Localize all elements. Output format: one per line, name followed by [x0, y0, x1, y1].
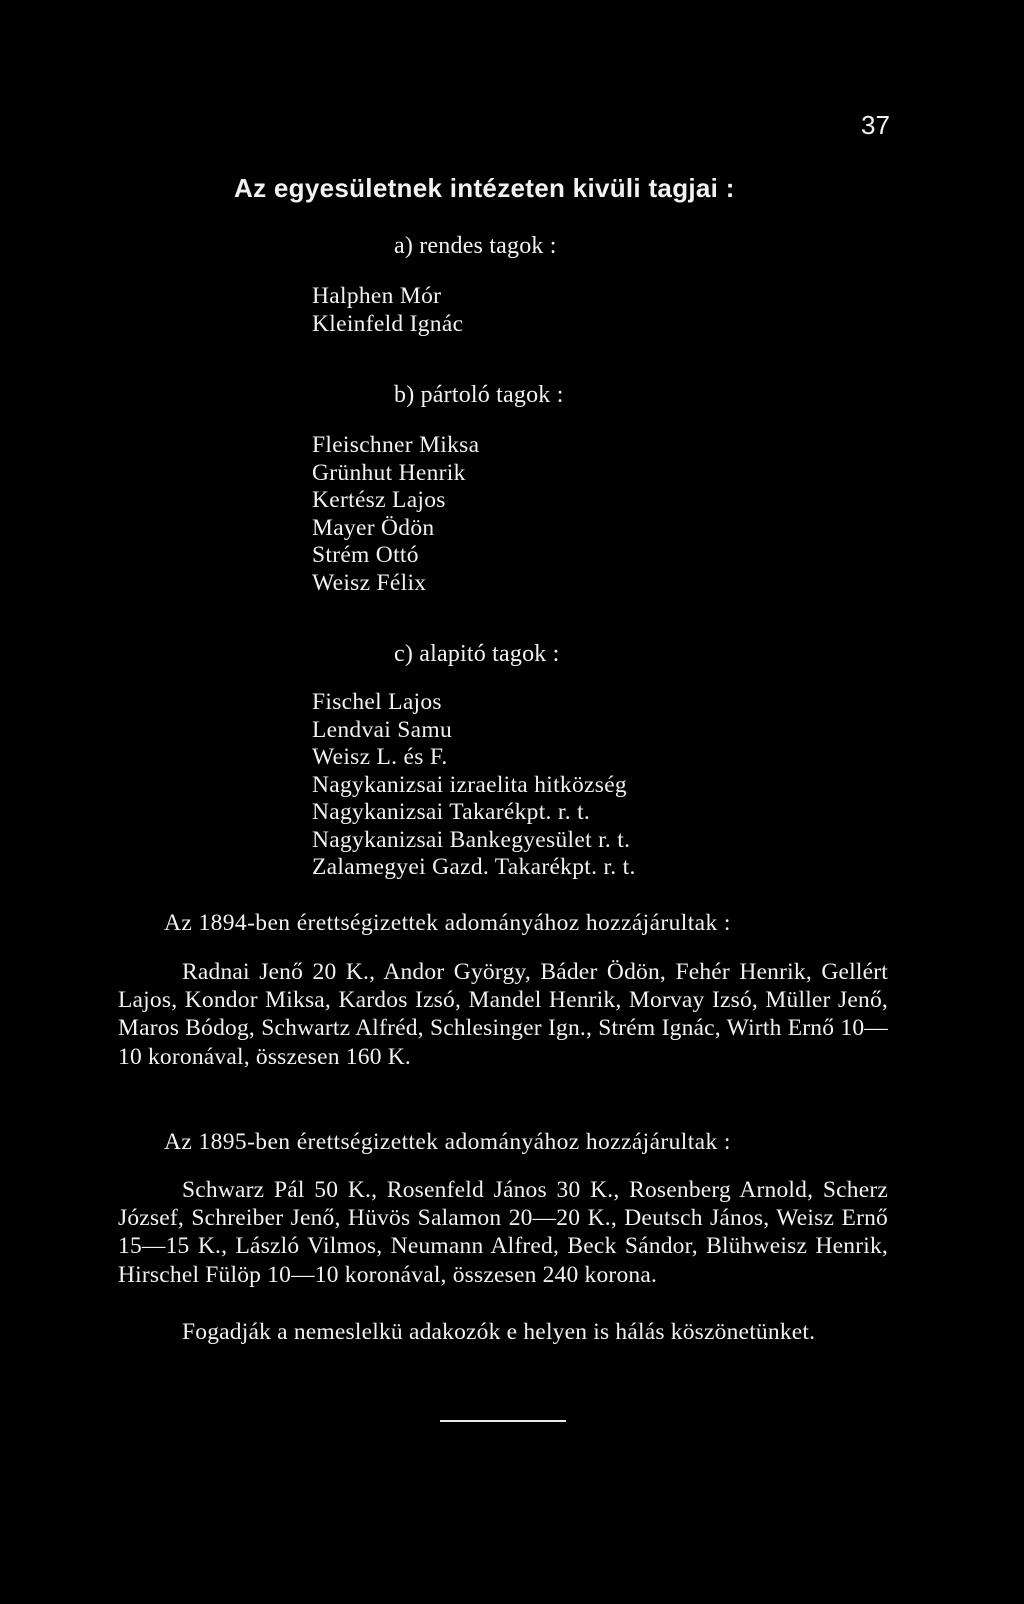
- donation-1895-text: Schwarz Pál 50 K., Rosenfeld János 30 K., Rosenberg Arnold, Scherz József, Schreiber Jenő, Hüvös Salamon 20—20 K., Deutsch János, Weisz Ernő 15—15 K., László Vilmos, Neumann Alfred, Beck Sándor, Blühweisz Henrik, Hirschel Fülöp 10—10 koronával, összesen 240 korona.: [118, 1177, 888, 1288]
- main-heading: Az egyesületnek intézeten kivüli tagjai :: [234, 173, 735, 203]
- closing-rule: [440, 1420, 566, 1422]
- list-item: Mayer Ödön: [312, 514, 435, 541]
- donation-1894-text: Radnai Jenő 20 K., Andor György, Báder Ödön, Fehér Henrik, Gellért Lajos, Kondor Miksa, Kardos Izsó, Mandel Henrik, Morvay Izsó, Müller Jenő, Maros Bódog, Schwartz Alfréd, Schlesinger Ign., Strém Ignác, Wirth Ernő 10—10 koronával, összesen 160 K.: [118, 959, 888, 1070]
- group-a-members: [312, 283, 463, 338]
- list-item: Fischel Lajos: [312, 689, 442, 715]
- list-item: Weisz L. és F.: [312, 744, 448, 770]
- page-number: 37: [861, 110, 890, 140]
- list-item: Kertész Lajos: [312, 487, 446, 513]
- closing-thanks: Fogadják a nemeslelkü adakozók e helyen is hálás köszönetünket.: [182, 1319, 816, 1345]
- list-item: Nagykanizsai izraelita hitközség: [312, 771, 627, 798]
- group-b-members: [312, 432, 479, 597]
- group-c-members: [312, 689, 636, 882]
- list-item: Strém Ottó: [312, 542, 419, 568]
- donation-1894-title: Az 1894-ben érettségizettek adományához hozzájárultak :: [164, 910, 731, 936]
- list-item: Nagykanizsai Takarékpt. r. t.: [312, 799, 591, 825]
- list-item: Zalamegyei Gazd. Takarékpt. r. t.: [312, 854, 636, 880]
- list-item: Grünhut Henrik: [312, 459, 466, 486]
- list-item: Halphen Mór: [312, 283, 442, 309]
- list-item: Fleischner Miksa: [312, 432, 480, 458]
- list-item: Nagykanizsai Bankegyesület r. t.: [312, 826, 631, 853]
- group-c-title: c) alapitó tagok :: [394, 641, 560, 667]
- group-b-title: b) pártoló tagok :: [394, 382, 564, 408]
- list-item: Lendvai Samu: [312, 716, 452, 743]
- donation-1895-title: Az 1895-ben érettségizettek adományához hozzájárultak :: [164, 1129, 731, 1155]
- group-a-title: a) rendes tagok :: [394, 233, 557, 259]
- list-item: Kleinfeld Ignác: [312, 310, 464, 337]
- list-item: Weisz Félix: [312, 569, 427, 596]
